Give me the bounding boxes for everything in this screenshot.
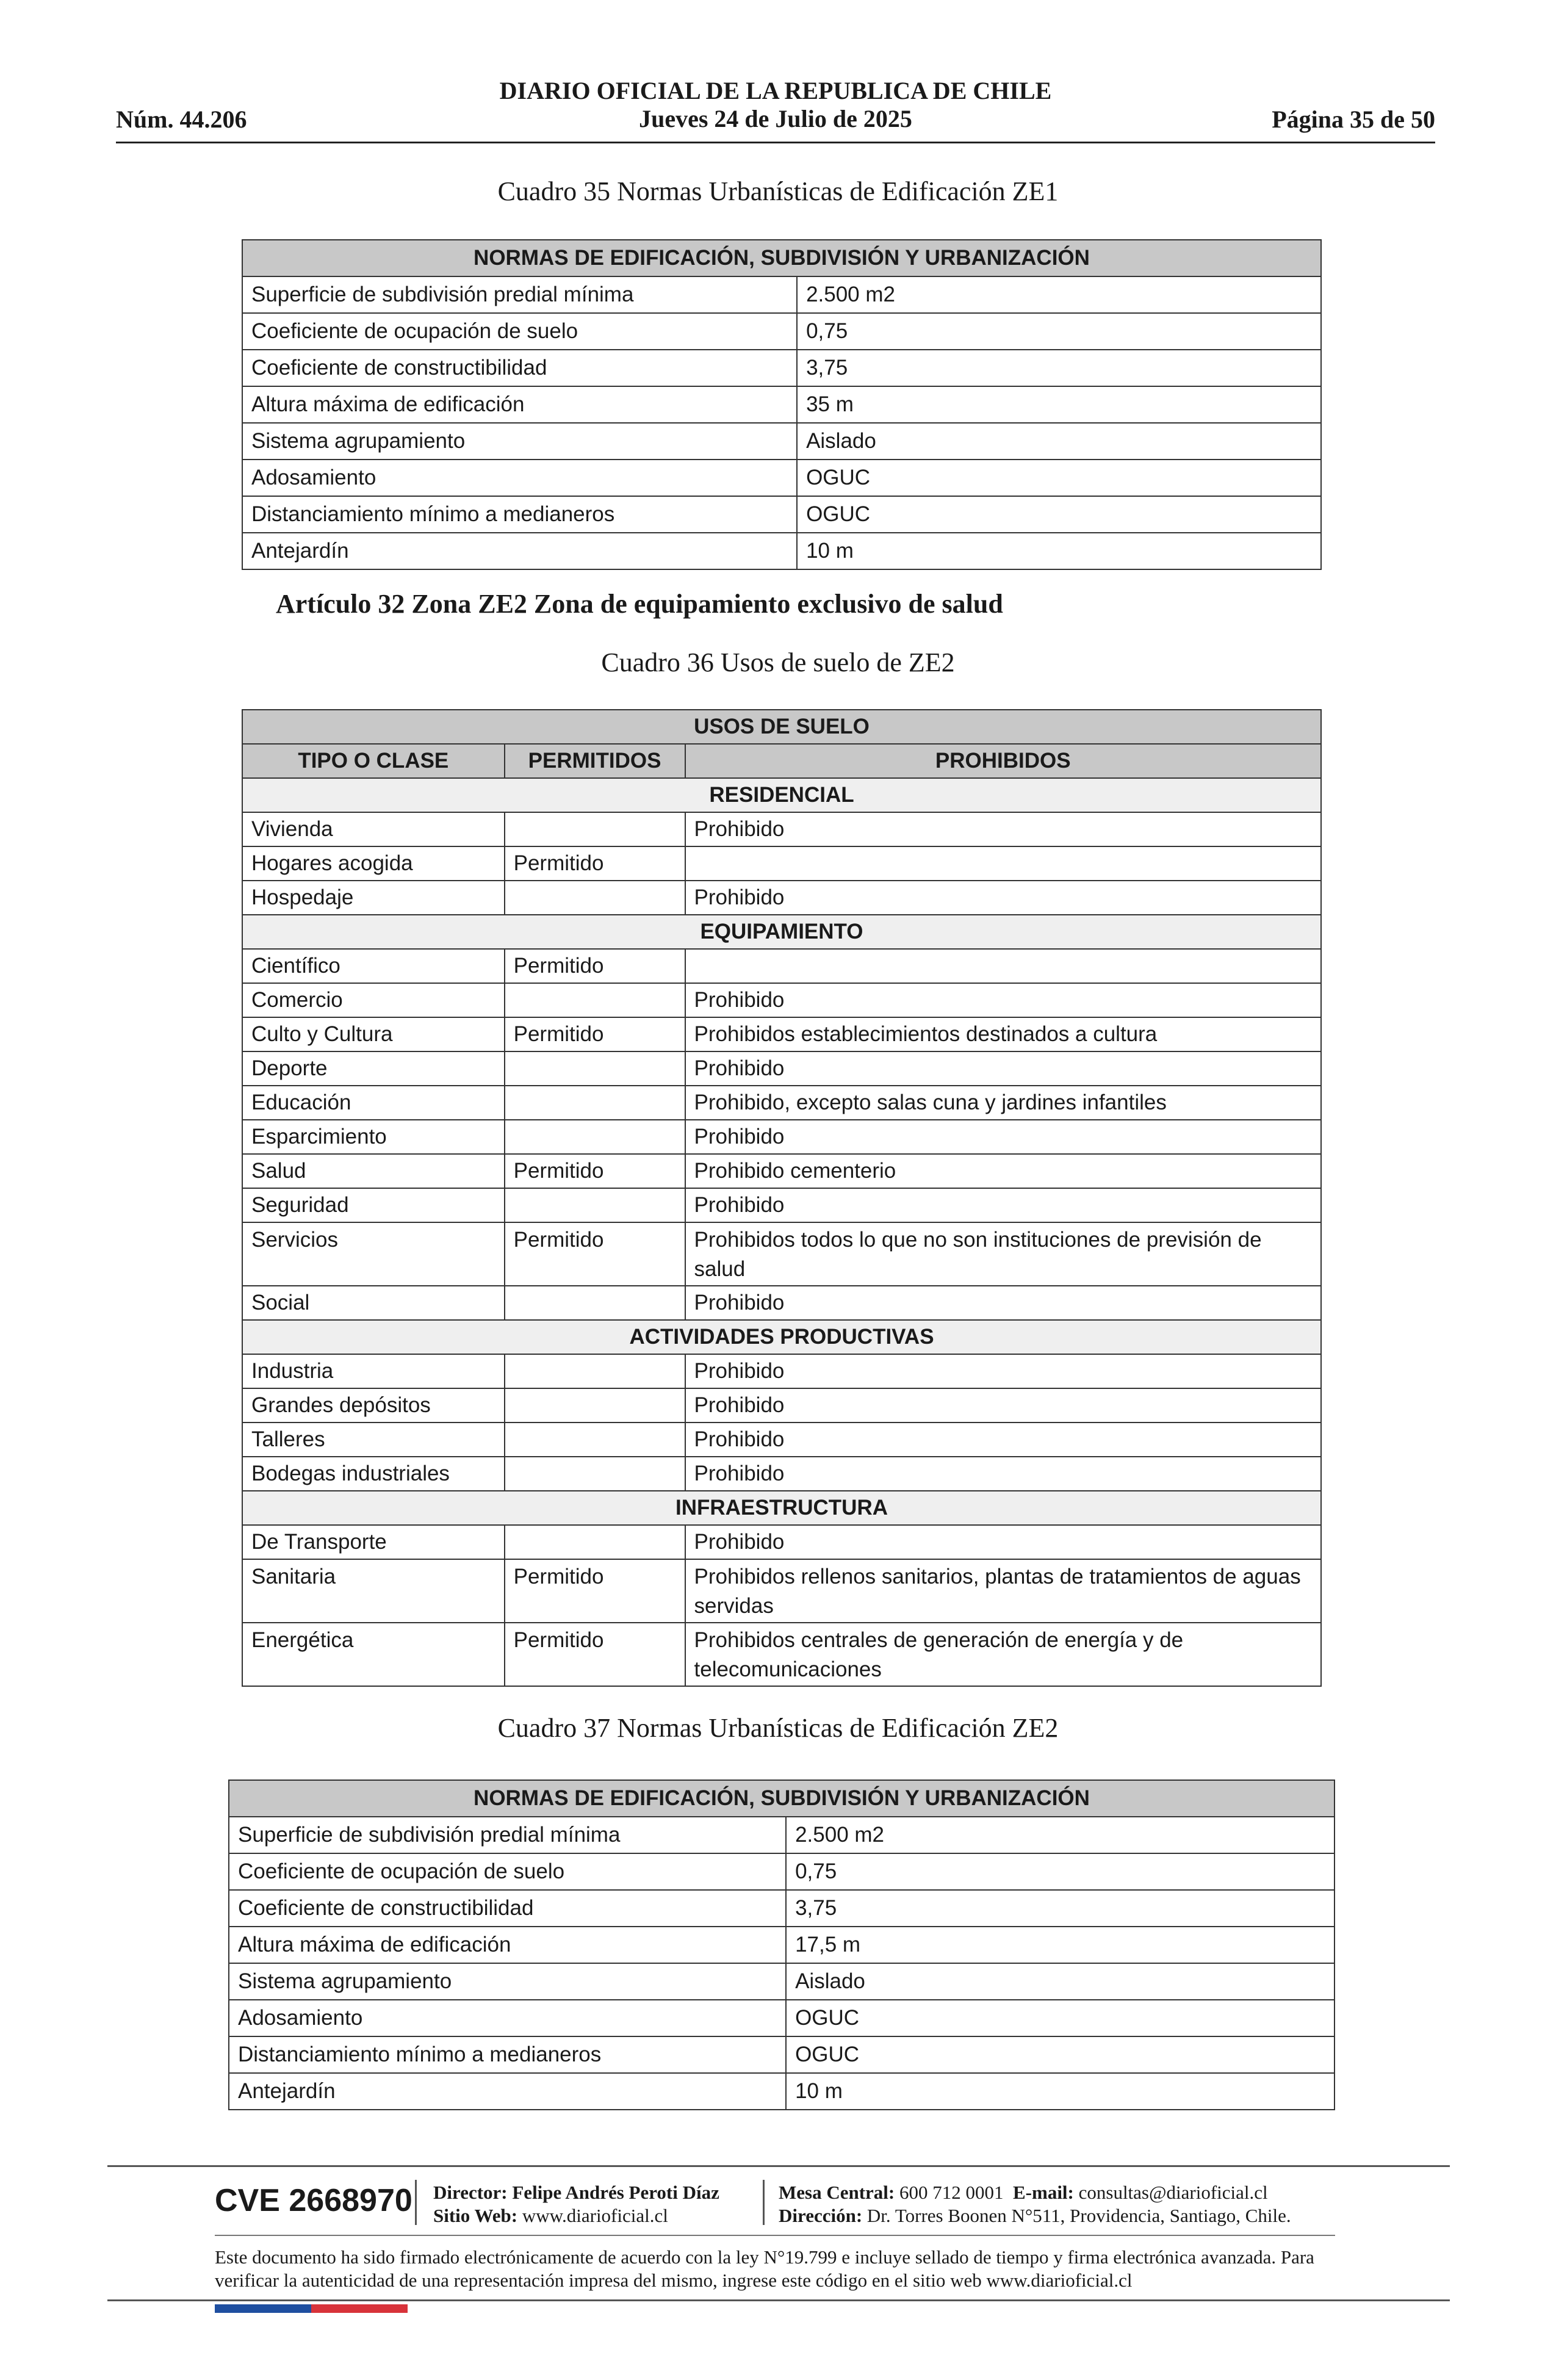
norm-label: Adosamiento [229, 2000, 786, 2036]
norm-value: 10 m [797, 533, 1321, 569]
norm-value: 10 m [786, 2073, 1334, 2110]
table-row [242, 386, 1321, 423]
issue-number: Núm. 44.206 [116, 106, 247, 133]
footer-divider-middle [215, 2235, 1335, 2236]
cell-tipo: Deporte [242, 1051, 505, 1086]
table-row [242, 881, 1321, 915]
table-row [229, 1963, 1334, 2000]
table-row [242, 1525, 1321, 1559]
cell-prohibidos: Prohibido [685, 1525, 1322, 1559]
table-row [242, 1286, 1321, 1320]
flag-stripe-blue [215, 2304, 311, 2313]
cuadro36-caption: Cuadro 36 Usos de suelo de ZE2 [601, 647, 955, 677]
norm-value: 3,75 [797, 350, 1321, 386]
norm-value: 35 m [797, 386, 1321, 423]
norm-label: Superficie de subdivisión predial mínima [229, 1817, 786, 1853]
table-row [242, 1457, 1321, 1491]
norm-value: OGUC [797, 460, 1321, 496]
norm-label: Distanciamiento mínimo a medianeros [229, 2036, 786, 2073]
table-header-row [242, 240, 1321, 276]
table-row [242, 983, 1321, 1017]
cell-prohibidos: Prohibidos rellenos sanitarios, plantas de tratamientos de aguas servidas [685, 1559, 1322, 1623]
cell-permitidos [505, 1086, 685, 1120]
cell-permitidos [505, 812, 685, 846]
norm-value: OGUC [786, 2036, 1334, 2073]
table-row [242, 1017, 1321, 1051]
cell-prohibidos: Prohibido cementerio [685, 1154, 1322, 1188]
table-row [242, 1188, 1321, 1222]
cell-prohibidos: Prohibido [685, 1051, 1322, 1086]
cell-prohibidos [685, 846, 1322, 881]
director-label: Director: [433, 2182, 508, 2203]
table-row [229, 2000, 1334, 2036]
norm-label: Altura máxima de edificación [242, 386, 797, 423]
masthead-date: Jueves 24 de Julio de 2025 [639, 105, 912, 132]
table-row [242, 276, 1321, 313]
table-row [242, 1154, 1321, 1188]
norm-value: 17,5 m [786, 1927, 1334, 1963]
footer-separator [415, 2180, 417, 2225]
norm-label: Antejardín [229, 2073, 786, 2110]
cell-tipo: Salud [242, 1154, 505, 1188]
cell-permitidos [505, 881, 685, 915]
norm-value: 0,75 [797, 313, 1321, 350]
cell-permitidos [505, 1525, 685, 1559]
website-line [433, 2204, 719, 2227]
cuadro37-table [228, 1780, 1335, 2110]
norm-label: Sistema agrupamiento [229, 1963, 786, 2000]
cell-tipo: Vivienda [242, 812, 505, 846]
cell-prohibidos: Prohibidos centrales de generación de energía y de telecomunicaciones [685, 1623, 1322, 1686]
cell-permitidos [505, 1354, 685, 1388]
article-heading: Artículo 32 Zona ZE2 Zona de equipamiento exclusivo de salud [276, 589, 1003, 619]
section-row [242, 778, 1321, 812]
cell-permitidos [505, 1120, 685, 1154]
masthead [116, 77, 1435, 133]
director-name: Felipe Andrés Peroti Díaz [512, 2182, 719, 2203]
cell-prohibidos: Prohibido [685, 1354, 1322, 1388]
table-row [229, 1890, 1334, 1927]
cell-tipo: Hospedaje [242, 881, 505, 915]
flag-stripe-red [311, 2304, 408, 2313]
table-row [242, 496, 1321, 533]
table-row [242, 460, 1321, 496]
cell-prohibidos: Prohibido [685, 1286, 1322, 1320]
cell-tipo: Grandes depósitos [242, 1388, 505, 1423]
cell-tipo: Educación [242, 1086, 505, 1120]
norm-label: Distanciamiento mínimo a medianeros [242, 496, 797, 533]
norm-label: Coeficiente de constructibilidad [242, 350, 797, 386]
norm-value: 3,75 [786, 1890, 1334, 1927]
column-header-row [242, 744, 1321, 778]
norm-label: Coeficiente de ocupación de suelo [229, 1853, 786, 1890]
page-number: Página 35 de 50 [1272, 106, 1435, 133]
address-label: Dirección: [779, 2205, 863, 2226]
norm-value: OGUC [797, 496, 1321, 533]
cell-tipo: Seguridad [242, 1188, 505, 1222]
email-label: E-mail: [1013, 2182, 1074, 2203]
table-row [242, 350, 1321, 386]
table-row [242, 1559, 1321, 1623]
norm-label: Adosamiento [242, 460, 797, 496]
cell-tipo: Industria [242, 1354, 505, 1388]
norm-label: Altura máxima de edificación [229, 1927, 786, 1963]
cell-tipo: Energética [242, 1623, 505, 1686]
table-header: USOS DE SUELO [242, 710, 1321, 744]
cell-tipo: Talleres [242, 1423, 505, 1457]
cell-tipo: Comercio [242, 983, 505, 1017]
norm-value: Aislado [797, 423, 1321, 460]
cell-permitidos [505, 1286, 685, 1320]
cell-prohibidos: Prohibido [685, 1457, 1322, 1491]
cell-permitidos: Permitido [505, 1017, 685, 1051]
table-row [229, 1853, 1334, 1890]
norm-label: Coeficiente de ocupación de suelo [242, 313, 797, 350]
footer-divider-top [107, 2165, 1450, 2167]
cell-tipo: Social [242, 1286, 505, 1320]
cell-prohibidos: Prohibido [685, 1188, 1322, 1222]
page-header [116, 73, 1435, 144]
cell-tipo: Esparcimiento [242, 1120, 505, 1154]
table-row [242, 1086, 1321, 1120]
cell-prohibidos: Prohibido [685, 1423, 1322, 1457]
table-row [242, 1051, 1321, 1086]
table-row [242, 1354, 1321, 1388]
cell-prohibidos: Prohibido [685, 1120, 1322, 1154]
cell-tipo: Bodegas industriales [242, 1457, 505, 1491]
cell-permitidos: Permitido [505, 1623, 685, 1686]
footer-contact-block [779, 2181, 1291, 2227]
section-title: ACTIVIDADES PRODUCTIVAS [242, 1320, 1321, 1354]
norm-value: 2.500 m2 [786, 1817, 1334, 1853]
table-row [242, 1623, 1321, 1686]
header-divider [116, 142, 1435, 143]
norm-value: 2.500 m2 [797, 276, 1321, 313]
cell-permitidos: Permitido [505, 1222, 685, 1286]
cell-tipo: De Transporte [242, 1525, 505, 1559]
cell-tipo: Sanitaria [242, 1559, 505, 1623]
cell-permitidos [505, 983, 685, 1017]
table-row [242, 313, 1321, 350]
table-row [242, 423, 1321, 460]
table-header-row [229, 1780, 1334, 1817]
cuadro37-caption: Cuadro 37 Normas Urbanísticas de Edificación ZE2 [497, 1713, 1059, 1743]
director-line [433, 2181, 719, 2204]
cell-permitidos [505, 1051, 685, 1086]
cuadro35-caption: Cuadro 35 Normas Urbanísticas de Edificación ZE1 [497, 176, 1059, 206]
email-link[interactable]: consultas@diarioficial.cl [1078, 2182, 1268, 2203]
section-title: INFRAESTRUCTURA [242, 1491, 1321, 1525]
cell-prohibidos: Prohibidos todos lo que no son instituciones de previsión de salud [685, 1222, 1322, 1286]
legal-notice: Este documento ha sido firmado electrónicamente de acuerdo con la ley N°19.799 e incluye sellado de tiempo y firma electrónica avanzada. Para verificar la autenticidad de una representación impresa del mismo, ingrese este código en el sitio web www.diarioficial.cl [215, 2246, 1314, 2291]
table-row [229, 2036, 1334, 2073]
cell-prohibidos: Prohibido [685, 983, 1322, 1017]
cell-prohibidos [685, 949, 1322, 983]
cell-permitidos: Permitido [505, 1559, 685, 1623]
cve-code: CVE 2668970 [215, 2183, 412, 2218]
cell-permitidos [505, 1188, 685, 1222]
table-row [242, 812, 1321, 846]
cell-tipo: Científico [242, 949, 505, 983]
norm-label: Sistema agrupamiento [242, 423, 797, 460]
cell-permitidos: Permitido [505, 1154, 685, 1188]
section-title: RESIDENCIAL [242, 778, 1321, 812]
cell-permitidos: Permitido [505, 846, 685, 881]
cell-prohibidos: Prohibido [685, 881, 1322, 915]
cell-prohibidos: Prohibido [685, 812, 1322, 846]
norm-value: Aislado [786, 1963, 1334, 2000]
column-header-permitidos: PERMITIDOS [505, 744, 685, 778]
table-header: NORMAS DE EDIFICACIÓN, SUBDIVISIÓN Y URBANIZACIÓN [242, 240, 1321, 276]
section-title: EQUIPAMIENTO [242, 915, 1321, 949]
table-header-row [242, 710, 1321, 744]
table-row [242, 1388, 1321, 1423]
cell-tipo: Hogares acogida [242, 846, 505, 881]
cuadro36-table [242, 709, 1322, 1687]
cell-permitidos [505, 1423, 685, 1457]
column-header-tipo: TIPO O CLASE [242, 744, 505, 778]
norm-value: 0,75 [786, 1853, 1334, 1890]
cuadro35-table [242, 239, 1322, 570]
masthead-title: DIARIO OFICIAL DE LA REPUBLICA DE CHILE [499, 77, 1052, 104]
website-label: Sitio Web: [433, 2205, 518, 2226]
mesa-label: Mesa Central: [779, 2182, 895, 2203]
table-row [229, 1817, 1334, 1853]
table-row [242, 1222, 1321, 1286]
table-row [242, 533, 1321, 569]
cell-permitidos [505, 1457, 685, 1491]
table-row [242, 1120, 1321, 1154]
cell-tipo: Culto y Cultura [242, 1017, 505, 1051]
table-row [229, 2073, 1334, 2110]
norm-label: Coeficiente de constructibilidad [229, 1890, 786, 1927]
cell-prohibidos: Prohibido [685, 1388, 1322, 1423]
table-row [242, 1423, 1321, 1457]
cell-permitidos [505, 1388, 685, 1423]
footer-separator [763, 2180, 765, 2225]
address-text: Dr. Torres Boonen N°511, Providencia, Santiago, Chile. [866, 2205, 1291, 2226]
norm-label: Antejardín [242, 533, 797, 569]
cell-prohibidos: Prohibido, excepto salas cuna y jardines infantiles [685, 1086, 1322, 1120]
footer-divider-bottom [107, 2299, 1450, 2301]
table-row [242, 846, 1321, 881]
mesa-phone: 600 712 0001 [899, 2182, 1004, 2203]
website-link[interactable]: www.diarioficial.cl [522, 2205, 668, 2226]
section-row [242, 1320, 1321, 1354]
table-row [242, 949, 1321, 983]
footer-director-block [433, 2181, 719, 2227]
cell-tipo: Servicios [242, 1222, 505, 1286]
norm-label: Superficie de subdivisión predial mínima [242, 276, 797, 313]
norm-value: OGUC [786, 2000, 1334, 2036]
table-row [229, 1927, 1334, 1963]
cell-permitidos: Permitido [505, 949, 685, 983]
section-row [242, 915, 1321, 949]
cell-prohibidos: Prohibidos establecimientos destinados a cultura [685, 1017, 1322, 1051]
mesa-line [779, 2181, 1291, 2204]
address-line [779, 2204, 1291, 2227]
table-header: NORMAS DE EDIFICACIÓN, SUBDIVISIÓN Y URBANIZACIÓN [229, 1780, 1334, 1817]
column-header-prohibidos: PROHIBIDOS [685, 744, 1322, 778]
section-row [242, 1491, 1321, 1525]
